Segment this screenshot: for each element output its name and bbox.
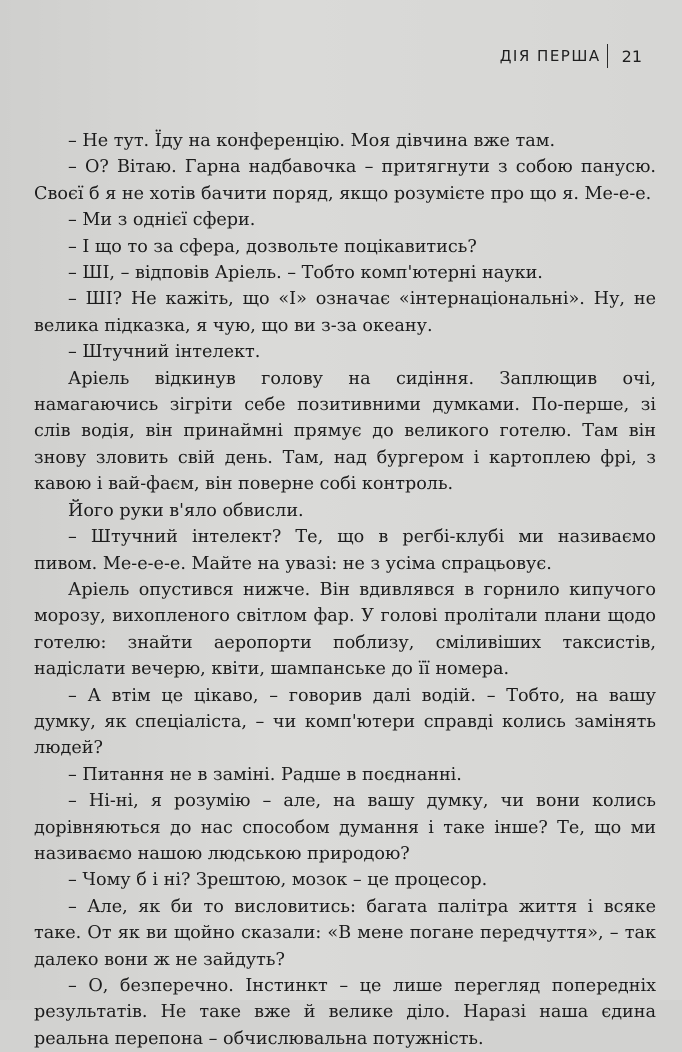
paragraph: – Чому б і ні? Зрештою, мозок – це процесор. xyxy=(68,870,488,891)
chapter-title: ДІЯ ПЕРША xyxy=(499,47,601,65)
paragraph: – І що то за сфера, дозвольте поцікавитись? xyxy=(68,236,477,257)
body-text xyxy=(34,128,656,1052)
paragraph: – Штучний інтелект. xyxy=(68,342,261,363)
running-header xyxy=(500,44,642,68)
paragraph: – А втім це цікаво, – говорив далі водій. – Тобто, на вашу думку, як спеціаліста, – чи комп'ютери справді колись замінять людей? xyxy=(34,685,656,759)
paragraph: – О, безперечно. Інстинкт – це лише перегляд попередніх результатів. Не таке вже й велике діло. Наразі наша єдина реальна перепона – обчислювальна потужність. xyxy=(34,976,656,1049)
paragraph: – ШІ, – відповів Аріель. – Тобто комп'ютерні науки. xyxy=(68,263,543,284)
paragraph: Його руки в'яло обвисли. xyxy=(68,500,304,521)
paragraph: – Не тут. Їду на конференцію. Моя дівчина вже там. xyxy=(68,131,556,151)
paragraph: – Але, як би то висловитись: багата палітра життя і всяке таке. От як ви щойно сказали: «В мене погане передчуття», – так далеко вони ж не зайдуть? xyxy=(34,896,656,970)
paragraph: – Ні-ні, я розумію – але, на вашу думку, чи вони колись дорівняються до нас способом думання і таке інше? Те, що ми називаємо нашою людською природою? xyxy=(34,791,656,864)
paragraph: – Ми з однієї сфери. xyxy=(68,210,256,231)
paragraph: Аріель відкинув голову на сидіння. Заплющив очі, намагаючись зігріти себе позитивними думками. По-перше, зі слів водія, він принаймні прямує до великого готелю. Там він знову зловить свій день. Там, над бургером і картоплею фрі, з кавою і вай-фаєм, він поверне собі контроль. xyxy=(34,368,656,495)
header-divider xyxy=(607,44,608,68)
paragraph: – Штучний інтелект? Те, що в регбі-клубі ми називаємо пивом. Ме-е-е-е. Майте на увазі: не з усіма спрацьовує. xyxy=(34,527,656,574)
paragraph: – ШІ? Не кажіть, що «І» означає «інтернаціональні». Ну, не велика підказка, я чую, що ви з-за океану. xyxy=(34,289,656,336)
paragraph: – О? Вітаю. Гарна надбавочка – притягнути з собою панусю. Своєї б я не хотів бачити поряд, якщо розумієте про що я. Ме-е-е. xyxy=(34,157,656,204)
paragraph: – Питання не в заміні. Радше в поєднанні. xyxy=(68,764,462,785)
page-number: 21 xyxy=(621,46,642,66)
paragraph: Аріель опустився нижче. Він вдивлявся в горнило кипучого морозу, вихопленого світлом фар. У голові пролітали плани щодо готелю: знайти аеропорти поблизу, сміливіших таксистів, надіслати вечерю, квіти, шампанське до її номера. xyxy=(34,579,656,680)
